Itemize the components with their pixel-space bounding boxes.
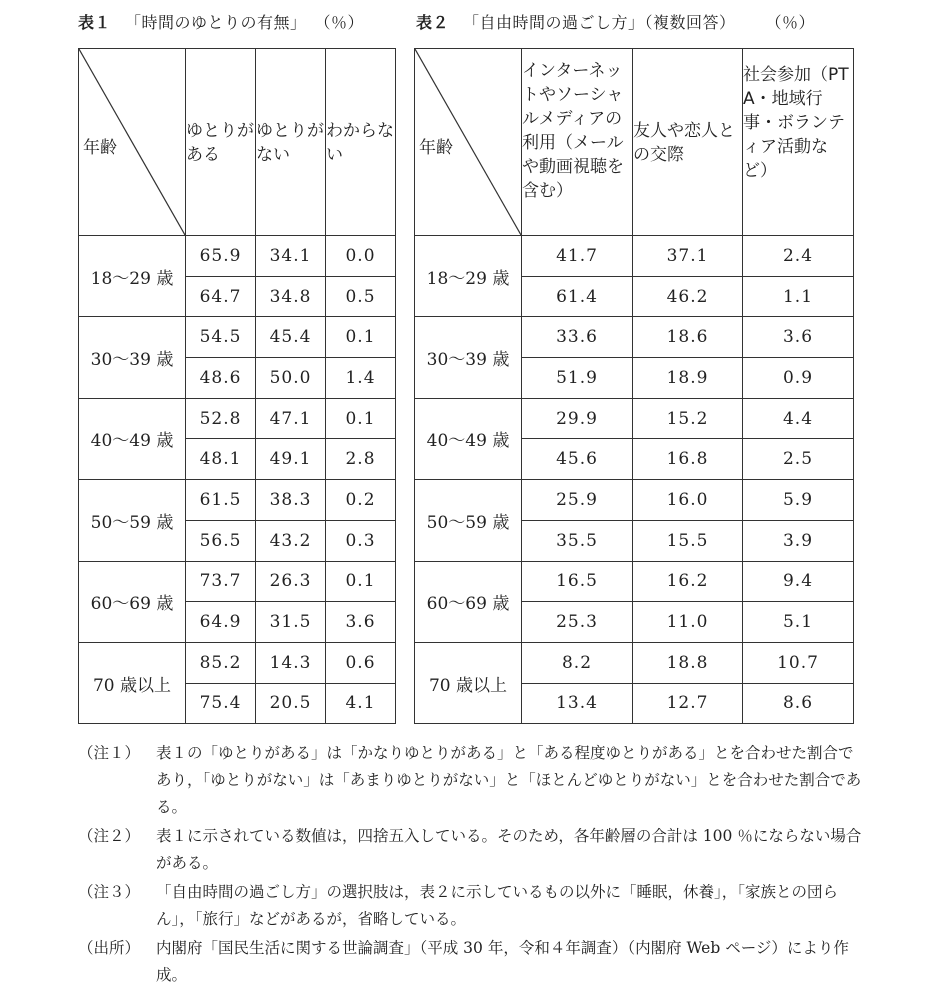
age-group-label: 50〜59 歳 xyxy=(79,480,186,561)
table-row xyxy=(415,480,854,521)
value-cell: 2.8 xyxy=(326,439,396,480)
age-group-label: 60〜69 歳 xyxy=(79,561,186,642)
value-cell: 2.4 xyxy=(743,236,854,277)
value-cell: 0.6 xyxy=(326,642,396,683)
value-cell: 0.1 xyxy=(326,398,396,439)
value-cell: 34.8 xyxy=(256,276,326,317)
value-cell: 0.3 xyxy=(326,520,396,561)
table-row xyxy=(79,236,396,277)
value-cell: 14.3 xyxy=(256,642,326,683)
table1-header: ゆとりがない xyxy=(256,49,326,236)
table1-header: ゆとりがある xyxy=(186,49,256,236)
value-cell: 16.0 xyxy=(633,480,743,521)
value-cell: 41.7 xyxy=(522,236,633,277)
age-group-label: 18〜29 歳 xyxy=(79,236,186,317)
table-row xyxy=(415,317,854,358)
value-cell: 0.0 xyxy=(326,236,396,277)
table2-label: 表２ xyxy=(416,13,450,32)
value-cell: 8.2 xyxy=(522,642,633,683)
value-cell: 1.4 xyxy=(326,358,396,399)
table2-header: 友人や恋人との交際 xyxy=(633,49,743,236)
value-cell: 16.2 xyxy=(633,561,743,602)
value-cell: 38.3 xyxy=(256,480,326,521)
value-cell: 65.9 xyxy=(186,236,256,277)
table1-label: 表１ xyxy=(78,13,112,32)
note-item xyxy=(78,740,868,821)
value-cell: 75.4 xyxy=(186,683,256,724)
value-cell: 15.2 xyxy=(633,398,743,439)
value-cell: 0.9 xyxy=(743,358,854,399)
table1-title: 「時間のゆとりの有無」 xyxy=(125,13,307,32)
value-cell: 50.0 xyxy=(256,358,326,399)
corner-label: 年齢 xyxy=(83,138,117,158)
value-cell: 20.5 xyxy=(256,683,326,724)
note-item xyxy=(78,935,868,989)
value-cell: 31.5 xyxy=(256,602,326,643)
age-group-label: 60〜69 歳 xyxy=(415,561,522,642)
age-group-label: 30〜39 歳 xyxy=(415,317,522,398)
table-row xyxy=(79,561,396,602)
age-group-label: 30〜39 歳 xyxy=(79,317,186,398)
value-cell: 33.6 xyxy=(522,317,633,358)
age-group-label: 40〜49 歳 xyxy=(79,398,186,479)
table1-corner xyxy=(79,49,186,236)
table1-caption xyxy=(78,10,364,33)
value-cell: 5.1 xyxy=(743,602,854,643)
table-row xyxy=(415,642,854,683)
value-cell: 3.6 xyxy=(743,317,854,358)
value-cell: 35.5 xyxy=(522,520,633,561)
value-cell: 18.9 xyxy=(633,358,743,399)
value-cell: 43.2 xyxy=(256,520,326,561)
table-row xyxy=(79,480,396,521)
table-row xyxy=(415,236,854,277)
note-tag: （注１） xyxy=(78,744,141,762)
value-cell: 54.5 xyxy=(186,317,256,358)
table2-unit: （％） xyxy=(773,13,816,32)
value-cell: 51.9 xyxy=(522,358,633,399)
value-cell: 1.1 xyxy=(743,276,854,317)
note-item xyxy=(78,879,868,933)
value-cell: 16.5 xyxy=(522,561,633,602)
value-cell: 37.1 xyxy=(633,236,743,277)
value-cell: 26.3 xyxy=(256,561,326,602)
value-cell: 56.5 xyxy=(186,520,256,561)
value-cell: 18.8 xyxy=(633,642,743,683)
value-cell: 46.2 xyxy=(633,276,743,317)
value-cell: 52.8 xyxy=(186,398,256,439)
value-cell: 2.5 xyxy=(743,439,854,480)
value-cell: 47.1 xyxy=(256,398,326,439)
value-cell: 29.9 xyxy=(522,398,633,439)
value-cell: 15.5 xyxy=(633,520,743,561)
value-cell: 16.8 xyxy=(633,439,743,480)
table-row xyxy=(415,398,854,439)
notes-section xyxy=(78,740,868,991)
age-group-label: 70 歳以上 xyxy=(415,642,522,723)
value-cell: 8.6 xyxy=(743,683,854,724)
note-text: 「自由時間の過ごし方」の選択肢は，表２に示しているもの以外に「睡眠，休養」，「家族との団らん」，「旅行」などがあるが，省略している。 xyxy=(156,883,839,928)
value-cell: 25.3 xyxy=(522,602,633,643)
value-cell: 0.2 xyxy=(326,480,396,521)
note-text: 表１に示されている数値は，四捨五入している。そのため，各年齢層の合計は 100 ％にならない場合がある。 xyxy=(156,827,862,872)
value-cell: 10.7 xyxy=(743,642,854,683)
note-text: 内閣府「国民生活に関する世論調査」（平成 30 年，令和４年調査）（内閣府 Web ページ）により作成。 xyxy=(156,939,849,984)
table2-header: 社会参加（PTA・地域行事・ボランティア活動など） xyxy=(743,49,854,236)
value-cell: 45.6 xyxy=(522,439,633,480)
table2 xyxy=(414,48,854,724)
value-cell: 61.4 xyxy=(522,276,633,317)
value-cell: 73.7 xyxy=(186,561,256,602)
table2-header: インターネットやソーシャルメディアの利用（メールや動画視聴を含む） xyxy=(522,49,633,236)
value-cell: 64.7 xyxy=(186,276,256,317)
table2-caption xyxy=(416,10,815,33)
age-group-label: 70 歳以上 xyxy=(79,642,186,723)
value-cell: 0.5 xyxy=(326,276,396,317)
value-cell: 12.7 xyxy=(633,683,743,724)
value-cell: 61.5 xyxy=(186,480,256,521)
note-tag: （注２） xyxy=(78,827,141,845)
value-cell: 64.9 xyxy=(186,602,256,643)
corner-label: 年齢 xyxy=(419,138,453,158)
value-cell: 85.2 xyxy=(186,642,256,683)
value-cell: 45.4 xyxy=(256,317,326,358)
value-cell: 0.1 xyxy=(326,561,396,602)
table-row xyxy=(79,642,396,683)
table-row xyxy=(79,398,396,439)
value-cell: 4.1 xyxy=(326,683,396,724)
value-cell: 5.9 xyxy=(743,480,854,521)
note-text: 表１の「ゆとりがある」は「かなりゆとりがある」と「ある程度ゆとりがある」とを合わせた割合であり，「ゆとりがない」は「あまりゆとりがない」と「ほとんどゆとりがない」とを合わせた割合である。 xyxy=(156,744,862,816)
age-group-label: 18〜29 歳 xyxy=(415,236,522,317)
value-cell: 48.1 xyxy=(186,439,256,480)
value-cell: 3.9 xyxy=(743,520,854,561)
table2-title: 「自由時間の過ごし方」（複数回答） xyxy=(463,13,736,32)
value-cell: 3.6 xyxy=(326,602,396,643)
note-tag: （注３） xyxy=(78,883,141,901)
table1-unit: （％） xyxy=(322,13,365,32)
table-row xyxy=(415,561,854,602)
value-cell: 9.4 xyxy=(743,561,854,602)
value-cell: 18.6 xyxy=(633,317,743,358)
table-row xyxy=(79,317,396,358)
value-cell: 49.1 xyxy=(256,439,326,480)
age-group-label: 50〜59 歳 xyxy=(415,480,522,561)
value-cell: 34.1 xyxy=(256,236,326,277)
note-tag: （出所） xyxy=(78,939,141,957)
value-cell: 11.0 xyxy=(633,602,743,643)
value-cell: 0.1 xyxy=(326,317,396,358)
value-cell: 4.4 xyxy=(743,398,854,439)
age-group-label: 40〜49 歳 xyxy=(415,398,522,479)
table1 xyxy=(78,48,396,724)
table2-corner xyxy=(415,49,522,236)
note-item xyxy=(78,823,868,877)
value-cell: 13.4 xyxy=(522,683,633,724)
table1-header: わからない xyxy=(326,49,396,236)
value-cell: 25.9 xyxy=(522,480,633,521)
value-cell: 48.6 xyxy=(186,358,256,399)
